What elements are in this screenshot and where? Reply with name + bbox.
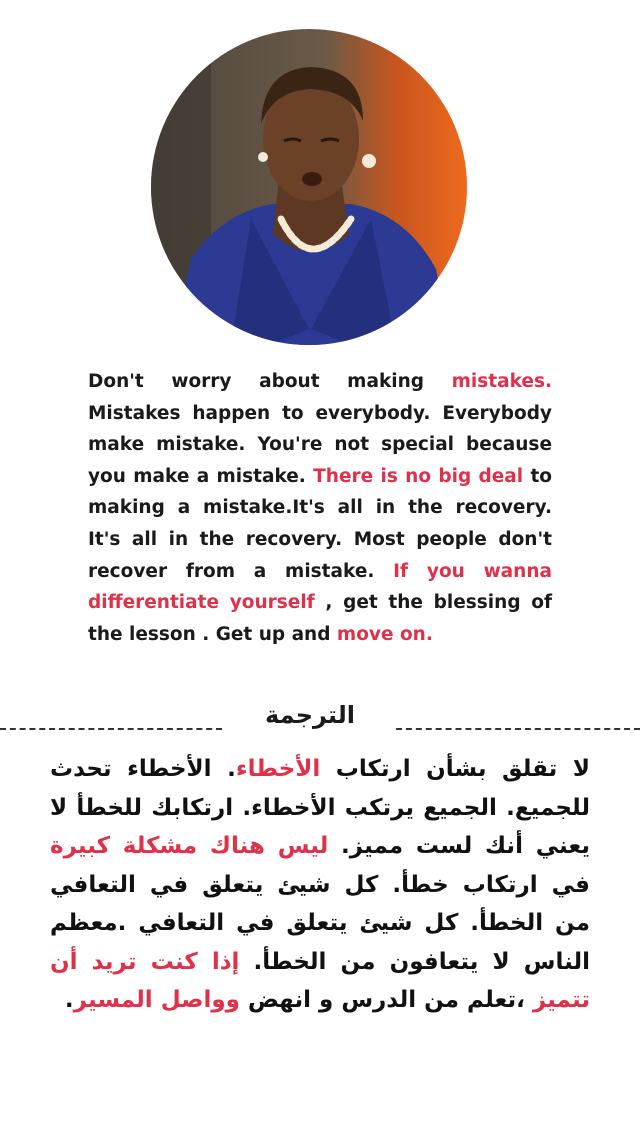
arabic-highlight-phrase: وواصل المسير — [73, 987, 240, 1013]
english-highlight-phrase: move on. — [336, 623, 433, 645]
arabic-text-segment: ،تعلم من الدرس و انهض — [239, 987, 533, 1013]
arabic-text-segment: . — [64, 987, 74, 1013]
dashed-line-left — [0, 728, 222, 730]
english-text-segment: , get the blessing of the lesson . Get up and — [88, 592, 552, 645]
translation-divider — [0, 700, 640, 740]
arabic-highlight-phrase: الأخطاء — [235, 756, 321, 782]
translation-heading: الترجمة — [265, 701, 355, 729]
english-text-segment: Mistakes happen to everybody. Everybody make mistake. You're not special because you make a mistake. — [88, 402, 552, 487]
english-highlight-phrase: If you wanna differentiate yourself — [88, 560, 552, 614]
english-text-segment: to making a mistake.It's all in the recovery. It's all in the recovery. Most people don't recover from a mistake. — [88, 465, 552, 582]
arabic-highlight-phrase: ليس هناك مشكلة كبيرة — [50, 833, 329, 859]
english-text-segment: Don't worry about making — [88, 371, 452, 392]
arabic-text-segment: لا تقلق بشأن ارتكاب — [320, 756, 590, 782]
arabic-translation — [50, 750, 590, 1020]
dashed-line-right — [396, 728, 640, 730]
english-quote — [88, 366, 552, 650]
arabic-text-segment: . الأخطاء تحدث للجميع. الجميع يرتكب الأخطاء. ارتكابك للخطأ لا يعني أنك لست مميز. — [50, 756, 590, 859]
arabic-text-segment: في ارتكاب خطأ. كل شيئ يتعلق في التعافي من الخطأ. كل شيئ يتعلق في التعافي .معظم الناس لا يتعافون من الخطأ. — [50, 871, 590, 975]
speaker-portrait-icon — [151, 29, 467, 345]
english-highlight-phrase: There is no big deal — [313, 465, 524, 487]
speaker-portrait — [151, 29, 467, 345]
arabic-highlight-phrase: إذا كنت تريد أن تتميز — [50, 948, 590, 1013]
english-highlight-phrase: mistakes. — [451, 371, 552, 392]
